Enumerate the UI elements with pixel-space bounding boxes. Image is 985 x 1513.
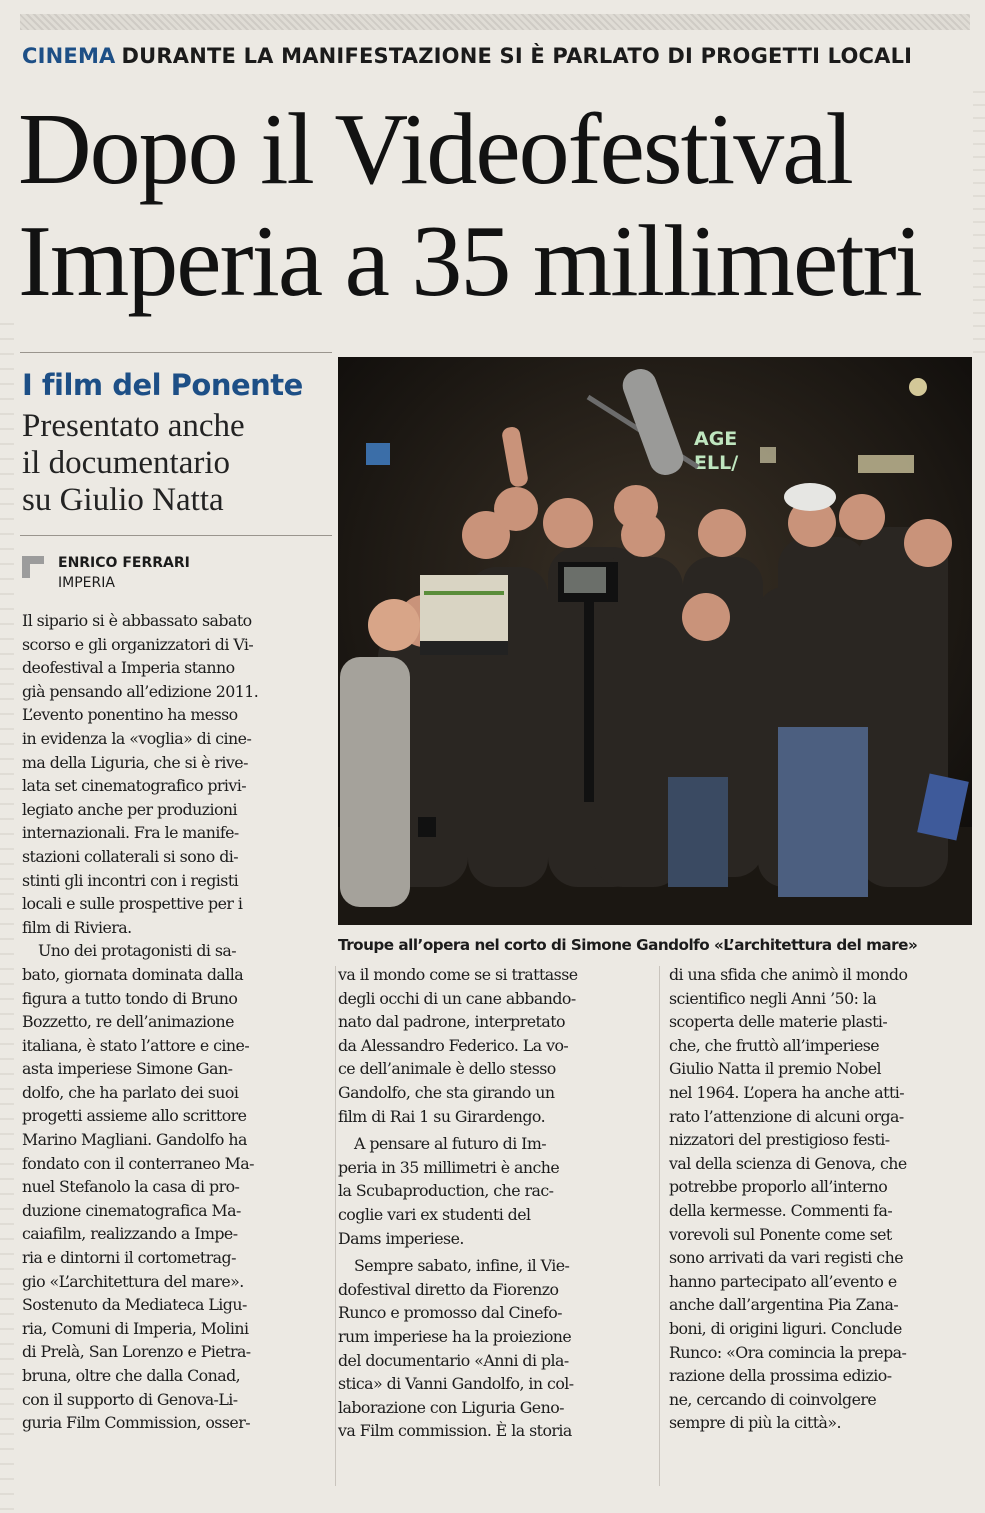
text-line: lata set cinematografico privi- [22, 776, 247, 796]
text-line: ma della Liguria, che si è rive- [22, 752, 248, 772]
text-line: ce dell’animale è dello stesso [338, 1059, 556, 1079]
text-line: L’evento ponentino ha messo [22, 705, 238, 725]
photo-caption: Troupe all’opera nel corto di Simone Gandolfo «L’architettura del mare» [338, 936, 918, 954]
text-line: vorevoli sul Ponente come set [669, 1224, 892, 1244]
text-line: progetti assieme allo scrittore [22, 1106, 247, 1126]
text-line: nuel Stefanolo la casa di pro- [22, 1177, 240, 1197]
text-line: guria Film Commission, osser- [22, 1413, 251, 1433]
text-line: fondato con il conterraneo Ma- [22, 1153, 254, 1173]
deck-line: su Giulio Natta [22, 482, 224, 518]
byline [58, 553, 190, 593]
text-line: Giulio Natta il premio Nobel [669, 1059, 882, 1079]
text-line: italiana, è stato l’attore e cine- [22, 1035, 250, 1055]
text-line: Dams imperiese. [338, 1228, 464, 1248]
headline-line-1: Dopo il Videofestival [18, 93, 852, 206]
text-line: scientifico negli Anni ’50: la [669, 988, 877, 1008]
text-line: la Scubaproduction, che rac- [338, 1181, 554, 1201]
text-line: coglie vari ex studenti del [338, 1204, 531, 1224]
article-column-2 [338, 963, 646, 1443]
kicker [22, 44, 972, 68]
text-line: ria e dintorni il cortometrag- [22, 1248, 236, 1268]
text-line: nizzatori del prestigioso festi- [669, 1130, 890, 1150]
adjacent-column-bleed-right [973, 80, 985, 360]
text-line: Sostenuto da Mediateca Ligu- [22, 1295, 247, 1315]
text-line: dolfo, che ha parlato dei suoi [22, 1082, 239, 1102]
text-line: film di Riviera. [22, 917, 132, 937]
text-line: caiafilm, realizzando a Impe- [22, 1224, 238, 1244]
text-line: potrebbe proporlo all’interno [669, 1177, 888, 1197]
headline-line-2: Imperia a 35 millimetri [18, 205, 921, 318]
text-line: Sempre sabato, infine, il Vie- [354, 1256, 570, 1276]
text-line: Marino Magliani. Gandolfo ha [22, 1130, 247, 1150]
text-line: di una sfida che animò il mondo [669, 965, 908, 984]
adjacent-column-bleed [0, 310, 14, 1510]
text-line: da Alessandro Federico. La vo- [338, 1035, 569, 1055]
text-line: peria in 35 millimetri è anche [338, 1157, 560, 1177]
text-line: Il sipario si è abbassato sabato [22, 611, 252, 630]
text-line: stica» di Vanni Gandolfo, in col- [338, 1374, 574, 1394]
text-line: degli occhi di un cane abbando- [338, 988, 576, 1008]
text-line: della kermesse. Commenti fa- [669, 1200, 893, 1220]
text-line: anche dall’argentina Pia Zana- [669, 1295, 899, 1315]
text-line: con il supporto di Genova-Li- [22, 1389, 238, 1409]
text-line: va Film commission. È la storia [338, 1421, 572, 1441]
text-line: scorso e gli organizzatori di Vi- [22, 634, 254, 654]
text-line: nato dal padrone, interpretato [338, 1012, 565, 1032]
page-top-band [20, 14, 970, 30]
article-column-3 [669, 963, 975, 1435]
text-line: rum imperiese ha la proiezione [338, 1326, 572, 1346]
crew-photo [338, 357, 972, 925]
text-line: ria, Comuni di Imperia, Molini [22, 1318, 249, 1338]
text-line: di Prelà, San Lorenzo e Pietra- [22, 1342, 251, 1362]
byline-corner-mark [22, 556, 44, 578]
text-line: Uno dei protagonisti di sa- [38, 941, 237, 961]
text-line: stazioni collaterali si sono di- [22, 846, 239, 866]
divider [20, 352, 332, 353]
sign-text: ELL/ [694, 452, 739, 474]
text-line: va il mondo come se si trattasse [338, 965, 578, 984]
text-line: Bozzetto, re dell’animazione [22, 1012, 234, 1032]
text-line: boni, di origini liguri. Conclude [669, 1318, 902, 1338]
text-line: stinti gli incontri con i registi [22, 870, 239, 890]
text-line: dofestival diretto da Fiorenzo [338, 1279, 559, 1299]
text-line: legiato anche per produzioni [22, 799, 238, 819]
byline-author: ENRICO FERRARI [58, 555, 190, 571]
text-line: già pensando all’edizione 2011. [22, 681, 259, 701]
text-line: sempre di più la città». [669, 1413, 842, 1433]
section-title: I film del Ponente [22, 368, 303, 402]
text-line: bato, giornata dominata dalla [22, 964, 244, 984]
article-column-1 [22, 609, 334, 1435]
text-line: del documentario «Anni di pla- [338, 1350, 569, 1370]
kicker-text: DURANTE LA MANIFESTAZIONE SI È PARLATO DI PROGETTI LOCALI [121, 44, 913, 68]
text-line: sono arrivati da vari registi che [669, 1248, 903, 1268]
text-line: film di Rai 1 su Girardengo. [338, 1106, 546, 1126]
text-line: A pensare al futuro di Im- [354, 1134, 547, 1154]
byline-location: IMPERIA [58, 575, 115, 591]
divider [20, 535, 332, 536]
deck-line: il documentario [22, 445, 231, 481]
text-line: duzione cinematografica Ma- [22, 1200, 241, 1220]
headline [18, 94, 973, 318]
text-line: gio «L’architettura del mare». [22, 1271, 244, 1291]
text-line: scoperta delle materie plasti- [669, 1012, 888, 1032]
sign-text: AGE [694, 428, 738, 450]
text-line: Gandolfo, che sta girando un [338, 1082, 555, 1102]
deck-line: Presentato anche [22, 408, 245, 444]
crew-photo-illustration [338, 357, 972, 925]
text-line: asta imperiese Simone Gan- [22, 1059, 233, 1079]
text-line: figura a tutto tondo di Bruno [22, 988, 238, 1008]
text-line: che, che fruttò all’imperiese [669, 1035, 880, 1055]
text-line: locali e sulle prospettive per i [22, 894, 243, 914]
text-line: laborazione con Liguria Geno- [338, 1397, 564, 1417]
column-divider [659, 966, 660, 1486]
text-line: razione della prossima edizio- [669, 1366, 892, 1386]
text-line: hanno partecipato all’evento e [669, 1271, 897, 1291]
text-line: nel 1964. L’opera ha anche atti- [669, 1082, 905, 1102]
text-line: bruna, oltre che dalla Conad, [22, 1366, 241, 1385]
kicker-label: CINEMA [22, 44, 116, 68]
text-line: ne, cercando di coinvolgere [669, 1389, 877, 1409]
text-line: Runco: «Ora comincia la prepa- [669, 1342, 907, 1362]
text-line: deofestival a Imperia stanno [22, 658, 235, 678]
text-line: rato l’attenzione di alcuni orga- [669, 1106, 904, 1126]
deck [22, 408, 322, 519]
text-line: internazionali. Fra le manife- [22, 823, 239, 843]
column-divider [335, 966, 336, 1486]
text-line: in evidenza la «voglia» di cine- [22, 728, 252, 748]
text-line: Runco e promosso dal Cinefo- [338, 1303, 562, 1323]
text-line: val della scienza di Genova, che [669, 1153, 907, 1173]
